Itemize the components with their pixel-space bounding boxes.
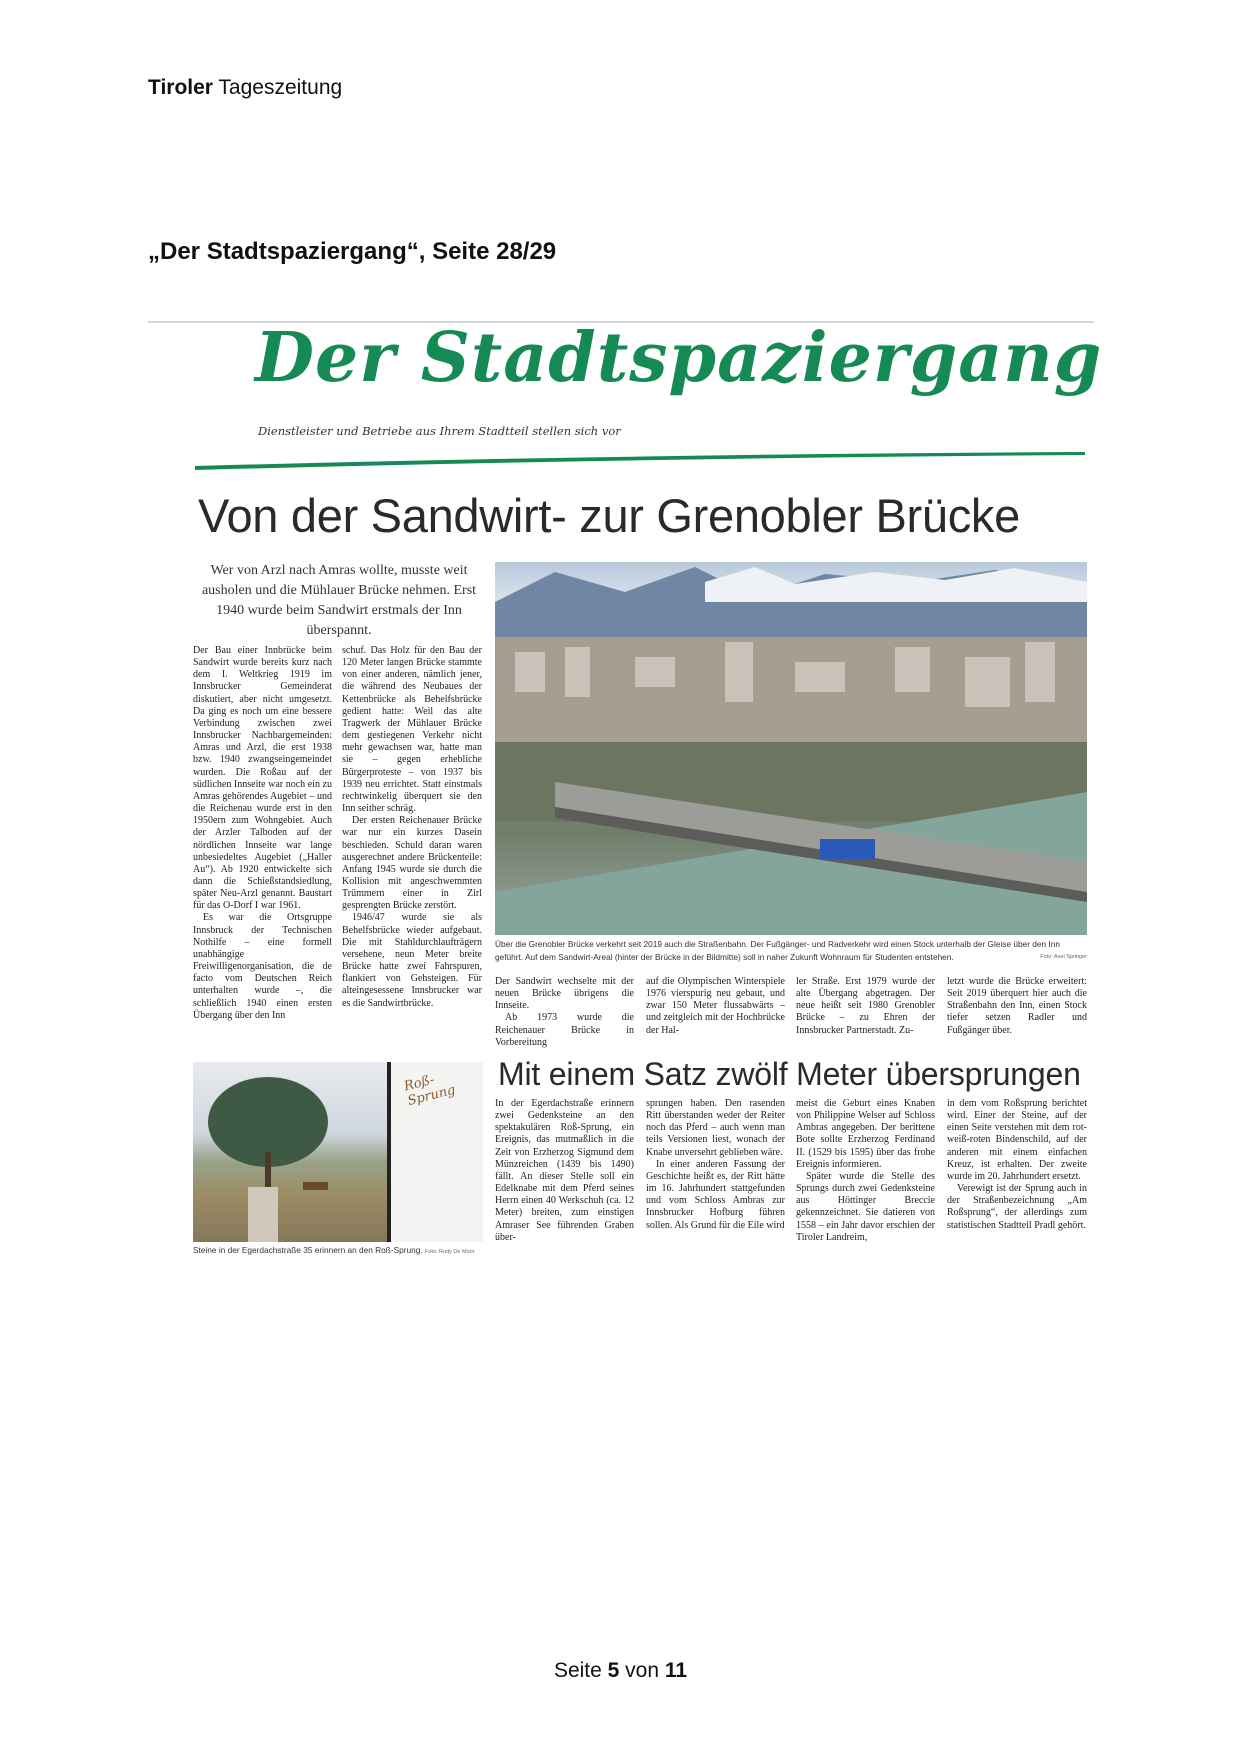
article-column-2: schuf. Das Holz für den Bau der 120 Meter langen Brücke stammte von einer anderen, nämlich jener, die während des Neubaues der Kettenbrücke als Behelfsbrücke gedient hatte: Weil das alte Tragwerk der Mühlauer Brücke dem gestiegenen Verkehr nicht mehr gewachsen war, hatte man sie – gegen erhebliche Bürgerproteste – von 1937 bis 1939 neu errichtet. Statt einstmals rechtwinkelig überquert sie den Inn seither schräg. Der ersten Reichenauer Brücke war nur ein kurzes Dasein beschieden. Schuld daran waren ausgerechnet andere Brückenteile: Anfang 1945 wurde sie durch die Kollision mit angeschwemmten Trümmern einer in Zirl gesprengten Brücke zerstört. 1946/47 wurde sie als Behelfsbrücke wieder aufgebaut. Die mit Stahldurchlaufträgern versehene, neun Meter breite Brücke hatte zwei Fahrspuren, flankiert von Gehsteigen. Für alteingesessene Innsbrucker war es die Sandwirtbrücke. — [342, 645, 482, 1009]
city-bridge-illustration — [495, 562, 1087, 935]
article-column-3: Der Sandwirt wechselte mit der neuen Brücke übrigens die Innseite. Ab 1973 wurde die Reichenauer Brücke in Vorbereitung — [495, 976, 634, 1048]
article-column-1: Der Bau einer Innbrücke beim Sandwirt wurde bereits kurz nach dem I. Weltkrieg 1919 im Innsbrucker Gemeinderat diskutiert, aber nicht umgesetzt. Da ging es noch um eine bessere Verbindung zwischen zwei Innsbrucker Nachbargemeinden: Amras und Arzl, die erst 1938 bzw. 1940 zwangseingemeindet wurden. Die Roßau auf der südlichen Innseite war noch ein zu Amras gehörendes Augebiet – und die Reichenau wurde erst in den 1950ern zum Wohngebiet. Auch der Arzler Talboden auf der nördlichen Innseite war lange unbesiedeltes Augebiet („Haller Au“). Ab 1920 entwickelte sich dann die Schießstandsiedlung, später Neu-Arzl genannt. Baustart für das O-Dorf I war 1961. Es war die Ortsgruppe Innsbruck der Technischen Nothilfe – eine formell unabhängige Freiwilligenorganisation, die de facto vom Deutschen Reich unterhalten wurde –, die schließlich 1940 einen ersten Übergang über den Inn — [193, 645, 332, 1021]
newspaper-name: Tiroler Tageszeitung — [148, 76, 343, 99]
document-subtitle: „Der Stadtspaziergang“, Seite 28/29 — [148, 238, 557, 265]
photo2-credit: Foto: Rudy De Moor — [425, 1249, 475, 1255]
article2-column-3: meist die Geburt eines Knaben von Philippine Welser auf Schloss Ambras angegeben. Der berittene Bote sollte Erzherzog Ferdinand II. (1529 bis 1595) über das frohe Ereignis informieren. Später wurde die Stelle des Sprungs durch zwei Gedenksteine aus Höttinger Breccie gekennzeichnet. Sie datieren von 1558 – ein Jahr davor erschien der Tiroler Landreim, — [796, 1098, 935, 1243]
photo2-caption: Steine in der Egerdachstraße 35 erinnern an den Roß-Sprung. Foto: Rudy De Moor — [193, 1245, 475, 1255]
article-intro: Wer von Arzl nach Amras wollte, musste weit ausholen und die Mühlauer Brücke nehmen. Erst 1940 wurde beim Sandwirt erstmals der Inn überspannt. — [201, 563, 477, 638]
photo-caption: Über die Grenobler Brücke verkehrt seit 2019 auch die Straßenbahn. Der Fußgänger- und Radverkehr wird einen Stock unterhalb der Gleise über den Inn geführt. Auf dem Sandwirt-Areal (hinter der Brücke in der Bildmitte) soll in naher Zukunft Wohnraum für Studenten entstehen. Foto: Axel Springer — [495, 939, 1087, 962]
article-headline: Von der Sandwirt- zur Grenobler Brücke — [198, 489, 1020, 542]
article2-column-4: in dem vom Roßsprung berichtet wird. Einer der Steine, auf der einen Seite verstehen mit dem rot-weiß-roten Bindenschild, auf der anderen mit einem einfachen Kreuz, ist erhalten. Der zweite wurde im 20. Jahrhundert ersetzt. Verewigt ist der Sprung auch in der Straßenbezeichnung „Am Roßsprung“, der allerdings zum statistischen Stadtteil Pradl gehört. — [947, 1098, 1087, 1231]
green-swoosh-divider — [195, 448, 1085, 470]
masthead-logo: Der Stadtspaziergang — [255, 318, 1103, 398]
article-column-5: ler Straße. Erst 1979 wurde der alte Übergang abgetragen. Der neue heißt seit 1980 Grenobler Brücke – zu Ehren der Innsbrucker Partnerstadt. Zu- — [796, 976, 935, 1036]
bridge-photo — [495, 562, 1087, 935]
article2-column-2: sprungen haben. Den rasenden Ritt überstanden weder der Reiter noch das Pferd – auch wenn man teils Versionen liest, wonach der Knabe unversehrt geblieben wäre. In einer anderen Fassung der Geschichte heißt es, der Ritt hätte im 16. Jahrhundert stattgefunden und vom Schloss Ambras zur Innsbrucker Hofburg führen sollen. Als Grund für die Eile wird — [646, 1098, 785, 1231]
masthead-tagline: Dienstleister und Betriebe aus Ihrem Stadtteil stellen sich vor — [258, 424, 621, 438]
article-column-6: letzt wurde die Brücke erweitert: Seit 2019 überquert hier auch die Straßenbahn den Inn, einen Stock tiefer setzen Radler und Fußgänger über. — [947, 976, 1087, 1036]
photo-credit: Foto: Axel Springer — [1040, 953, 1087, 960]
page-number: Seite 5 von 11 — [553, 1659, 688, 1682]
article2-column-1: In der Egerdachstraße erinnern zwei Gedenksteine an den spektakulären Roß-Sprung, ein Ereignis, das mutmaßlich in die Zeit von Erzherzog Sigmund dem Münzreichen (1439 bis 1490) fällt. An dieser Stelle soll ein Edelknabe mit dem Pferd seines Herrn einen 40 Werkschuh (ca. 12 Meter) breiten, zum einstigen Amraser See führenden Graben über- — [495, 1098, 634, 1243]
ross-sprung-photo — [193, 1062, 483, 1242]
article2-headline: Mit einem Satz zwölf Meter übersprungen — [498, 1056, 1081, 1092]
sign-title: Roß-Sprung — [402, 1072, 457, 1109]
article-column-4: auf die Olympischen Winterspiele 1976 vierspurig neu gebaut, und zwar 150 Meter flussabwärts – und zeitgleich mit der Hochbrücke der Hal- — [646, 976, 785, 1036]
